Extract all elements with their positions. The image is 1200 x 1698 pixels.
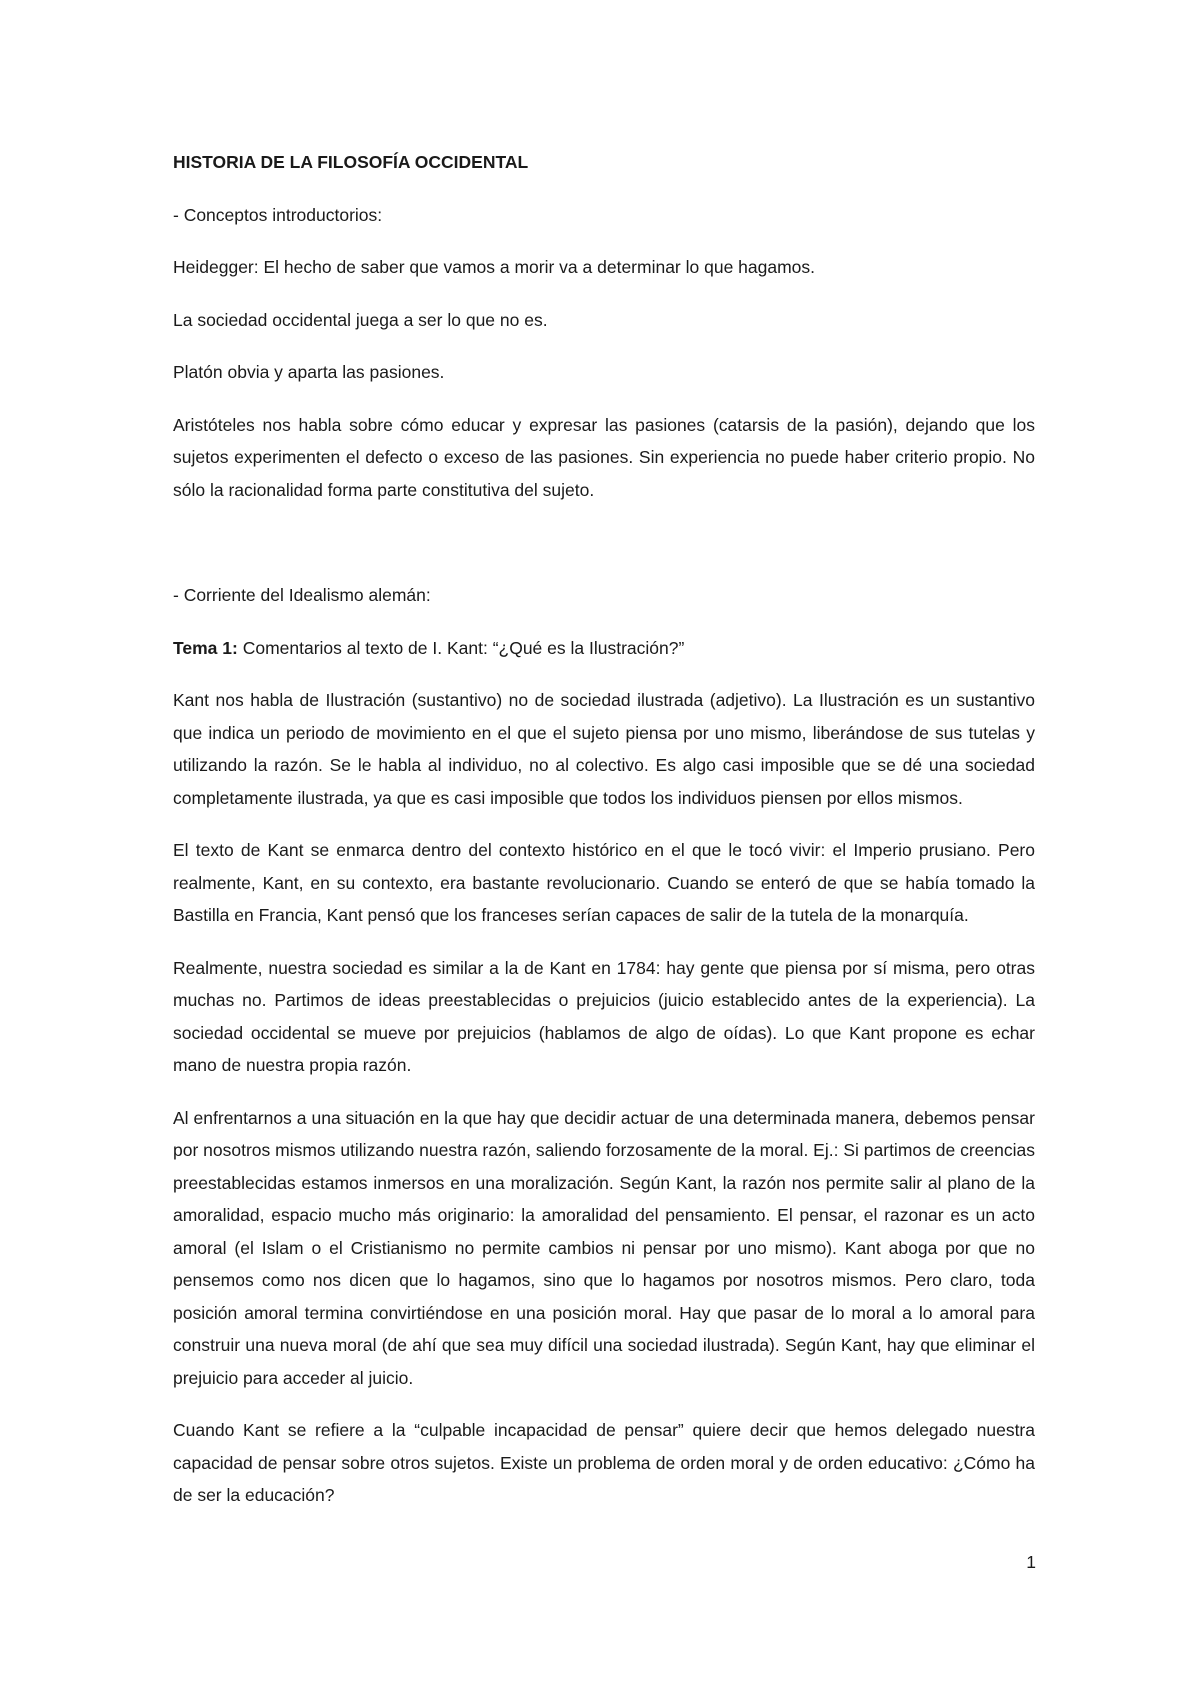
paragraph-kant-contexto: El texto de Kant se enmarca dentro del contexto histórico en el que le tocó vivir: el Imperio prusiano. Pero realmente, Kant, en su contexto, era bastante revolucionario. Cuando se enteró de que se había tomado la Bastilla en Francia, Kant pensó que los franceses serían capaces de salir de la tutela de la monarquía. xyxy=(173,840,1035,925)
paragraph-sociedad: La sociedad occidental juega a ser lo que no es. xyxy=(173,309,548,330)
paragraph-kant-ilustracion: Kant nos habla de Ilustración (sustantivo) no de sociedad ilustrada (adjetivo). La Ilustración es un sustantivo que indica un periodo de movimiento en el que el sujeto piensa por uno mismo, liberándose de sus tutelas y utilizando la razón. Se le habla al individuo, no al colectivo. Es algo casi imposible que se dé una sociedad completamente ilustrada, ya que es casi imposible que todos los individuos piensen por ellos mismos. xyxy=(173,690,1035,808)
paragraph-heidegger: Heidegger: El hecho de saber que vamos a morir va a determinar lo que hagamos. xyxy=(173,257,816,277)
section-spacer xyxy=(173,526,1035,579)
paragraph-aristoteles: Aristóteles nos habla sobre cómo educar y expresar las pasiones (catarsis de la pasión), dejando que los sujetos experimenten el defecto o exceso de las pasiones. Sin experiencia no puede haber criterio propio. No sólo la racionalidad forma parte constitutiva del sujeto. xyxy=(173,414,1035,500)
tema-text: Comentarios al texto de I. Kant: “¿Qué es la Ilustración?” xyxy=(237,637,685,658)
section-heading-idealismo: - Corriente del Idealismo alemán: xyxy=(173,585,431,605)
tema-heading xyxy=(173,632,1035,665)
paragraph-kant-incapacidad: Cuando Kant se refiere a la “culpable incapacidad de pensar” quiere decir que hemos delegado nuestra capacidad de pensar sobre otros sujetos. Existe un problema de orden moral y de orden educativo: ¿Cómo ha de ser la educación? xyxy=(173,1420,1035,1505)
section-heading-conceptos: - Conceptos introductorios: xyxy=(173,204,383,225)
document-body xyxy=(173,146,1035,1532)
tema-label: Tema 1: xyxy=(173,637,238,658)
paragraph-kant-sociedad: Realmente, nuestra sociedad es similar a la de Kant en 1784: hay gente que piensa por sí misma, pero otras muchas no. Partimos de ideas preestablecidas o prejuicios (juicio establecido antes de la experiencia). La sociedad occidental se mueve por prejuicios (hablamos de algo de oídas). Lo que Kant propone es echar mano de nuestra propia razón. xyxy=(173,957,1035,1075)
paragraph-kant-razon: Al enfrentarnos a una situación en la que hay que decidir actuar de una determinada manera, debemos pensar por nosotros mismos utilizando nuestra razón, saliendo forzosamente de la moral. Ej.: Si partimos de creencias preestablecidas estamos inmersos en una moralización. Según Kant, la razón nos permite salir al plano de la amoralidad, espacio mucho más originario: la amoralidad del pensamiento. El pensar, el razonar es un acto amoral (el Islam o el Cristianismo no permite cambios ni pensar por uno mismo). Kant aboga por que no pensemos como nos dicen que lo hagamos, sino que lo hagamos por nosotros mismos. Pero claro, toda posición amoral termina convirtiéndose en una posición moral. Hay que pasar de lo moral a lo amoral para construir una nueva moral (de ahí que sea muy difícil una sociedad ilustrada). Según Kant, hay que eliminar el prejuicio para acceder al juicio. xyxy=(173,1107,1035,1388)
page-number: 1 xyxy=(1026,1552,1036,1572)
paragraph-platon: Platón obvia y aparta las pasiones. xyxy=(173,362,445,382)
document-title: HISTORIA DE LA FILOSOFÍA OCCIDENTAL xyxy=(173,152,529,172)
